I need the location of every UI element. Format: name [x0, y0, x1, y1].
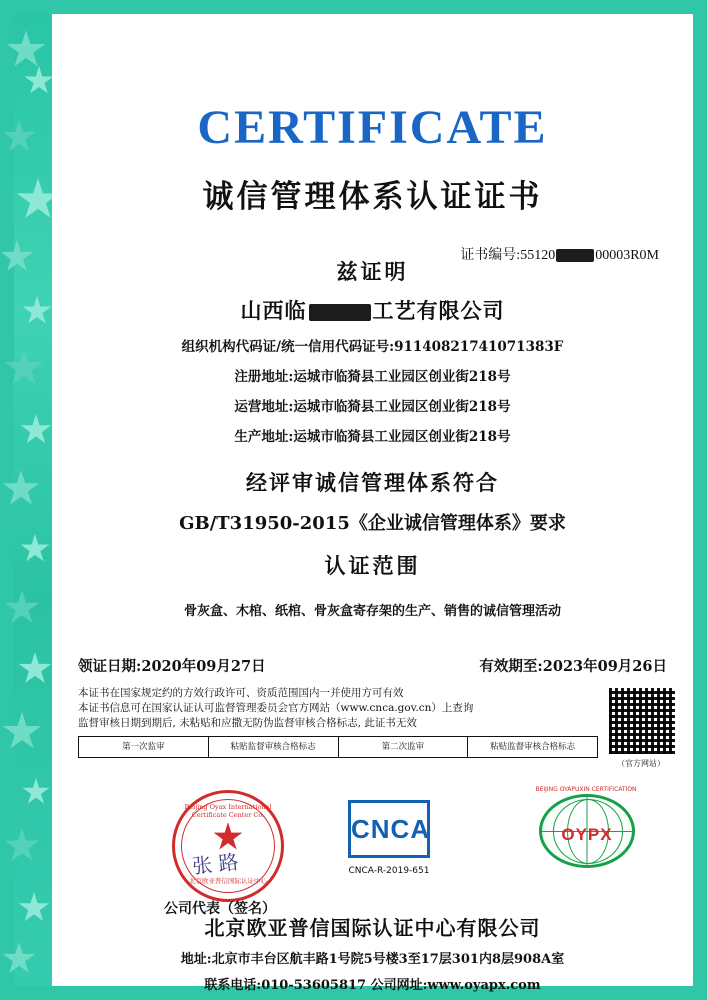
qr-code-caption: （官方网站）: [617, 758, 665, 768]
cnca-registration-number: CNCA-R-2019-651: [348, 865, 430, 876]
dates-row: [52, 655, 693, 676]
scope-text: 骨灰盒、木棺、纸棺、骨灰盒寄存架的生产、销售的诚信管理活动: [183, 604, 561, 619]
seal-text-top: Beijing Oyax International Certificate Center Co.: [184, 802, 272, 819]
audit-cell-4: 粘贴监督审核合格标志: [468, 736, 598, 757]
org-code-line: 组织机构代码证/统一信用代码证号:91140821741071383F: [181, 339, 564, 355]
seal-text-bottom: 北京欧亚普信国际认证中心: [189, 876, 267, 885]
certificate-number-row: [52, 244, 693, 262]
company-name-suffix: 工艺有限公司: [372, 298, 505, 323]
operating-address-line: 运营地址:运城市临猗县工业园区创业街218号: [234, 399, 511, 415]
issue-date: 领证日期:2020年09月27日: [78, 658, 266, 675]
valid-until-date: 有效期至:2023年09月26日: [479, 658, 667, 675]
logos-row: [52, 785, 693, 917]
table-row: [79, 736, 598, 757]
issuing-organization: 北京欧亚普信国际认证中心有限公司: [204, 915, 541, 940]
conformity-heading: 经评审诚信管理体系符合: [246, 470, 499, 495]
audit-cell-1: 第一次监审: [79, 736, 209, 757]
redaction-block: [556, 249, 594, 262]
globe-logo-text: OYPX: [561, 824, 613, 844]
company-name: [52, 295, 693, 325]
scope-heading: 认证范围: [324, 553, 421, 578]
fineprint-block: [52, 686, 622, 732]
audit-cell-2: 粘贴监督审核合格标志: [208, 736, 338, 757]
audit-table: [78, 736, 598, 758]
fineprint-line-3: 监督审核日期到期后, 未粘贴和应撒无防伪监督审核合格标志, 此证书无效: [78, 717, 417, 730]
globe-logo-icon: [539, 794, 635, 868]
globe-logo-label: BEIJING OYAPUXIN CERTIFICATION: [535, 785, 637, 793]
certificate-number-suffix: 00003R0M: [595, 248, 659, 263]
certificate-number-prefix: 55120: [520, 248, 556, 263]
company-name-prefix: 山西临: [240, 298, 307, 323]
production-address-line: 生产地址:运城市临猗县工业园区创业街218号: [234, 429, 511, 445]
redaction-block: [309, 304, 371, 321]
certificate-title-en: CERTIFICATE: [197, 101, 548, 154]
registered-address-line: 注册地址:运城市临猗县工业园区创业街218号: [234, 369, 511, 385]
signature-label: 公司代表（签名）: [164, 900, 276, 917]
certificate-number-label: 证书编号:: [460, 248, 521, 263]
issuer-address: 地址:北京市丰台区航丰路1号院5号楼3至17层301内8层908A室: [180, 951, 565, 967]
qr-code-icon: [609, 688, 675, 754]
cnca-logo: CNCA: [348, 800, 430, 858]
standard-reference: GB/T31950-2015《企业诚信管理体系》要求: [179, 513, 566, 534]
signature-mark: 张 路: [191, 849, 240, 879]
certificate-content: [52, 14, 693, 993]
fineprint-line-1: 本证书在国家规定约的方效行政许可、资质范围国内一并使用方可有效: [78, 687, 404, 699]
certificate-title-cn: 诚信管理体系认证证书: [202, 179, 543, 215]
audit-area: [52, 732, 693, 772]
issuer-contact: 联系电话:010-53605817 公司网址:www.oyapx.com: [204, 977, 541, 993]
fineprint-line-2: 本证书信息可在国家认证认可监督管理委员会官方网站（www.cnca.gov.cn）上查询: [78, 702, 474, 715]
audit-cell-3: 第二次监审: [338, 736, 468, 757]
attestation-heading: 兹证明: [336, 259, 409, 284]
